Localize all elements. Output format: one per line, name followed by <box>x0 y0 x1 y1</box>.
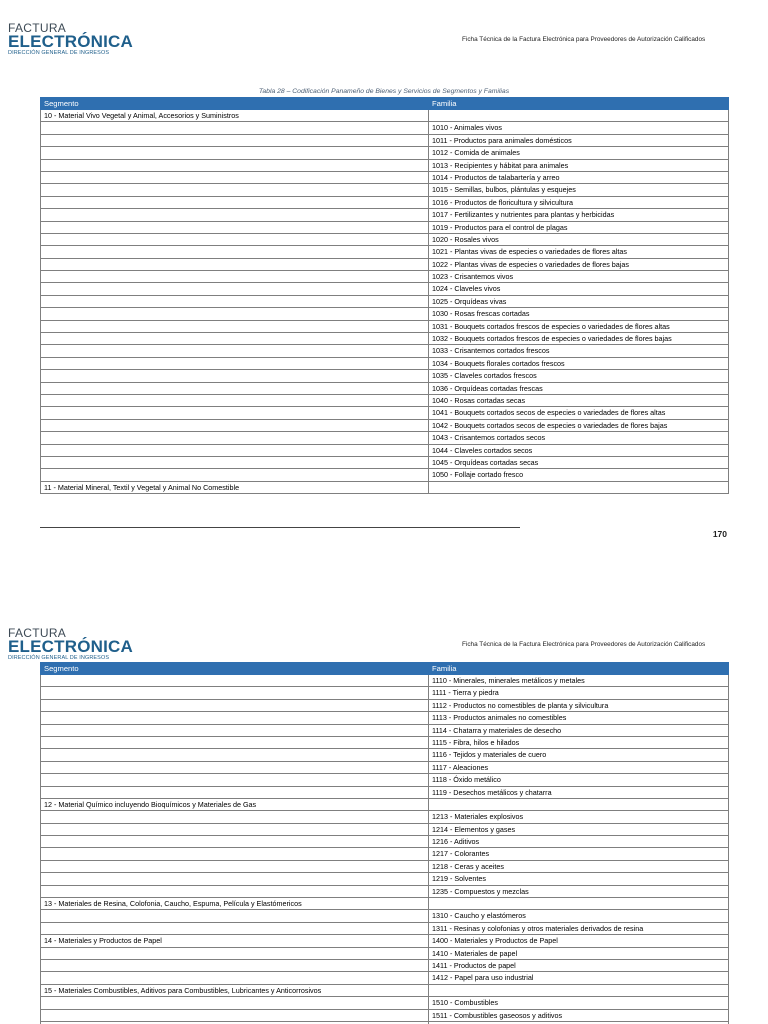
table-row <box>41 171 729 183</box>
table-row <box>41 811 729 823</box>
segment-cell: 12 - Material Químico incluyendo Bioquímicos y Materiales de Gas <box>41 798 429 810</box>
table-row <box>41 357 729 369</box>
segment-cell <box>41 171 429 183</box>
table-row <box>41 774 729 786</box>
table-row <box>41 110 729 122</box>
table-caption: Tabla 28 – Codificación Panameño de Bienes y Servicios de Segmentos y Familias <box>258 88 510 95</box>
family-cell: 1511 - Combustibles gaseosos y aditivos <box>429 1009 729 1021</box>
logo-main-text: ELECTRÓNICA <box>8 637 133 656</box>
table-row <box>41 749 729 761</box>
table-header-row <box>41 663 729 675</box>
family-cell: 1034 - Bouquets florales cortados frescos <box>429 357 729 369</box>
segment-cell <box>41 699 429 711</box>
segment-cell <box>41 848 429 860</box>
table-row <box>41 836 729 848</box>
table-row <box>41 972 729 984</box>
table-row <box>41 134 729 146</box>
family-cell: 1219 - Solventes <box>429 873 729 885</box>
table-row <box>41 687 729 699</box>
segment-cell <box>41 357 429 369</box>
family-cell: 1022 - Plantas vivas de especies o variedades de flores bajas <box>429 258 729 270</box>
family-cell: 1216 - Aditivos <box>429 836 729 848</box>
segment-cell <box>41 283 429 295</box>
family-cell: 1012 - Comida de animales <box>429 147 729 159</box>
segment-cell <box>41 959 429 971</box>
table-row <box>41 885 729 897</box>
table-row <box>41 246 729 258</box>
table-row <box>41 221 729 233</box>
family-cell: 1033 - Crisantemos cortados frescos <box>429 345 729 357</box>
segment-cell <box>41 320 429 332</box>
segment-cell <box>41 811 429 823</box>
table-row <box>41 699 729 711</box>
logo-top-text: FACTURA <box>8 21 67 35</box>
table-row <box>41 122 729 134</box>
table-row <box>41 159 729 171</box>
table-row <box>41 712 729 724</box>
table-row <box>41 873 729 885</box>
segment-family-table <box>40 662 729 1024</box>
family-cell <box>429 984 729 996</box>
segment-cell <box>41 407 429 419</box>
segment-cell <box>41 134 429 146</box>
logo-main-text: ELECTRÓNICA <box>8 32 133 51</box>
segment-cell <box>41 308 429 320</box>
table-row <box>41 1009 729 1021</box>
table-row <box>41 271 729 283</box>
family-cell: 1119 - Desechos metálicos y chatarra <box>429 786 729 798</box>
family-cell: 1235 - Compuestos y mezclas <box>429 885 729 897</box>
table-row <box>41 407 729 419</box>
family-cell: 1214 - Elementos y gases <box>429 823 729 835</box>
family-cell: 1017 - Fertilizantes y nutrientes para plantas y herbicidas <box>429 209 729 221</box>
segment-cell <box>41 823 429 835</box>
family-cell: 1043 - Crisantemos cortados secos <box>429 432 729 444</box>
table-row <box>41 382 729 394</box>
segment-cell <box>41 836 429 848</box>
segment-cell <box>41 271 429 283</box>
segment-cell: 13 - Materiales de Resina, Colofonia, Caucho, Espuma, Película y Elastómericos <box>41 898 429 910</box>
family-cell: 1036 - Orquídeas cortadas frescas <box>429 382 729 394</box>
family-cell: 1023 - Crisantemos vivos <box>429 271 729 283</box>
segment-cell <box>41 860 429 872</box>
segment-cell <box>41 761 429 773</box>
table-row <box>41 209 729 221</box>
table-row <box>41 860 729 872</box>
family-cell: 1118 - Óxido metálico <box>429 774 729 786</box>
family-cell: 1410 - Materiales de papel <box>429 947 729 959</box>
segment-family-table <box>40 97 729 494</box>
factura-electronica-logo <box>8 626 133 662</box>
table-row <box>41 345 729 357</box>
segment-cell <box>41 456 429 468</box>
table-row <box>41 724 729 736</box>
table-row <box>41 823 729 835</box>
segment-cell <box>41 997 429 1009</box>
segment-cell <box>41 258 429 270</box>
table-row <box>41 444 729 456</box>
segment-cell <box>41 233 429 245</box>
column-header-segmento: Segmento <box>41 98 429 110</box>
segment-cell <box>41 1009 429 1021</box>
family-cell: 1032 - Bouquets cortados frescos de especies o variedades de flores bajas <box>429 333 729 345</box>
table-row <box>41 233 729 245</box>
segment-cell <box>41 712 429 724</box>
logo-sub-text: DIRECCIÓN GENERAL DE INGRESOS <box>8 655 110 661</box>
table-row <box>41 419 729 431</box>
segment-cell <box>41 885 429 897</box>
family-cell: 1044 - Claveles cortados secos <box>429 444 729 456</box>
table-row <box>41 258 729 270</box>
table-row <box>41 898 729 910</box>
table-row <box>41 333 729 345</box>
family-cell: 1115 - Fibra, hilos e hilados <box>429 736 729 748</box>
family-cell: 1110 - Minerales, minerales metálicos y metales <box>429 675 729 687</box>
family-cell: 1045 - Orquídeas cortadas secas <box>429 456 729 468</box>
table-row <box>41 984 729 996</box>
table-row <box>41 848 729 860</box>
family-cell: 1031 - Bouquets cortados frescos de especies o variedades de flores altas <box>429 320 729 332</box>
segment-cell <box>41 345 429 357</box>
segment-cell <box>41 432 429 444</box>
family-cell: 1213 - Materiales explosivos <box>429 811 729 823</box>
table-row <box>41 910 729 922</box>
table-header-row <box>41 98 729 110</box>
segment-cell <box>41 246 429 258</box>
segment-cell <box>41 675 429 687</box>
segment-cell <box>41 333 429 345</box>
table-row <box>41 320 729 332</box>
family-cell <box>429 481 729 493</box>
segment-cell <box>41 972 429 984</box>
family-cell: 1412 - Papel para uso industrial <box>429 972 729 984</box>
segment-cell <box>41 221 429 233</box>
segment-cell <box>41 122 429 134</box>
family-cell: 1400 - Materiales y Productos de Papel <box>429 935 729 947</box>
segment-cell: 11 - Material Mineral, Textil y Vegetal y Animal No Comestible <box>41 481 429 493</box>
segment-cell <box>41 786 429 798</box>
segment-cell <box>41 873 429 885</box>
family-cell: 1019 - Productos para el control de plagas <box>429 221 729 233</box>
page-header-title: Ficha Técnica de la Factura Electrónica para Proveedores de Autorización Calificados <box>462 641 706 648</box>
table-row <box>41 308 729 320</box>
column-header-familia: Familia <box>429 663 729 675</box>
family-cell: 1112 - Productos no comestibles de planta y silvicultura <box>429 699 729 711</box>
segment-cell <box>41 910 429 922</box>
family-cell: 1035 - Claveles cortados frescos <box>429 370 729 382</box>
table-row <box>41 147 729 159</box>
segment-cell <box>41 382 429 394</box>
family-cell: 1111 - Tierra y piedra <box>429 687 729 699</box>
segment-cell <box>41 749 429 761</box>
logo-top-text: FACTURA <box>8 626 67 640</box>
segment-cell <box>41 724 429 736</box>
segment-cell <box>41 469 429 481</box>
family-cell <box>429 798 729 810</box>
family-cell: 1116 - Tejidos y materiales de cuero <box>429 749 729 761</box>
segment-cell: 14 - Materiales y Productos de Papel <box>41 935 429 947</box>
family-cell: 1013 - Recipientes y hábitat para animales <box>429 159 729 171</box>
table-row <box>41 370 729 382</box>
table-row <box>41 394 729 406</box>
segment-cell <box>41 295 429 307</box>
family-cell: 1010 - Animales vivos <box>429 122 729 134</box>
page-number: 170 <box>712 529 727 539</box>
segment-cell <box>41 159 429 171</box>
segment-cell <box>41 736 429 748</box>
column-header-familia: Familia <box>429 98 729 110</box>
segment-cell <box>41 394 429 406</box>
family-cell: 1510 - Combustibles <box>429 997 729 1009</box>
table-row <box>41 947 729 959</box>
segment-cell <box>41 419 429 431</box>
family-cell: 1024 - Claveles vivos <box>429 283 729 295</box>
segment-cell: 15 - Materiales Combustibles, Aditivos para Combustibles, Lubricantes y Anticorrosivos <box>41 984 429 996</box>
table-row <box>41 184 729 196</box>
family-cell: 1117 - Aleaciones <box>429 761 729 773</box>
logo-sub-text: DIRECCIÓN GENERAL DE INGRESOS <box>8 50 110 56</box>
family-cell: 1040 - Rosas cortadas secas <box>429 394 729 406</box>
column-header-segmento: Segmento <box>41 663 429 675</box>
family-cell: 1411 - Productos de papel <box>429 959 729 971</box>
segment-cell <box>41 444 429 456</box>
factura-electronica-logo <box>8 21 133 57</box>
family-cell <box>429 898 729 910</box>
page-header-title: Ficha Técnica de la Factura Electrónica para Proveedores de Autorización Calificados <box>462 36 706 43</box>
segment-cell <box>41 209 429 221</box>
family-cell: 1218 - Ceras y aceites <box>429 860 729 872</box>
family-cell: 1030 - Rosas frescas cortadas <box>429 308 729 320</box>
family-cell: 1011 - Productos para animales domésticos <box>429 134 729 146</box>
family-cell: 1042 - Bouquets cortados secos de especies o variedades de flores bajas <box>429 419 729 431</box>
family-cell: 1015 - Semillas, bulbos, plántulas y esquejes <box>429 184 729 196</box>
segment-cell <box>41 370 429 382</box>
segment-cell <box>41 687 429 699</box>
footer-divider <box>40 527 520 528</box>
family-cell: 1113 - Productos animales no comestibles <box>429 712 729 724</box>
segment-cell <box>41 184 429 196</box>
table-row <box>41 922 729 934</box>
table-row <box>41 469 729 481</box>
table-row <box>41 295 729 307</box>
family-cell: 1050 - Follaje cortado fresco <box>429 469 729 481</box>
table-row <box>41 959 729 971</box>
table-row <box>41 196 729 208</box>
family-cell: 1041 - Bouquets cortados secos de especies o variedades de flores altas <box>429 407 729 419</box>
segment-cell <box>41 947 429 959</box>
segment-cell: 10 - Material Vivo Vegetal y Animal, Accesorios y Suministros <box>41 110 429 122</box>
table-row <box>41 456 729 468</box>
family-cell: 1311 - Resinas y colofonias y otros materiales derivados de resina <box>429 922 729 934</box>
family-cell: 1217 - Colorantes <box>429 848 729 860</box>
segment-cell <box>41 196 429 208</box>
family-cell: 1114 - Chatarra y materiales de desecho <box>429 724 729 736</box>
table-row <box>41 283 729 295</box>
table-row <box>41 761 729 773</box>
family-cell <box>429 110 729 122</box>
table-row <box>41 736 729 748</box>
family-cell: 1025 - Orquídeas vivas <box>429 295 729 307</box>
table-row <box>41 798 729 810</box>
family-cell: 1020 - Rosales vivos <box>429 233 729 245</box>
table-row <box>41 481 729 493</box>
table-row <box>41 786 729 798</box>
segment-cell <box>41 922 429 934</box>
table-row <box>41 935 729 947</box>
segment-cell <box>41 147 429 159</box>
table-row <box>41 432 729 444</box>
segment-cell <box>41 774 429 786</box>
table-row <box>41 997 729 1009</box>
table-row <box>41 675 729 687</box>
page-2 <box>0 605 768 1024</box>
family-cell: 1310 - Caucho y elastómeros <box>429 910 729 922</box>
family-cell: 1016 - Productos de floricultura y silvicultura <box>429 196 729 208</box>
family-cell: 1014 - Productos de talabartería y arreo <box>429 171 729 183</box>
family-cell: 1021 - Plantas vivas de especies o variedades de flores altas <box>429 246 729 258</box>
